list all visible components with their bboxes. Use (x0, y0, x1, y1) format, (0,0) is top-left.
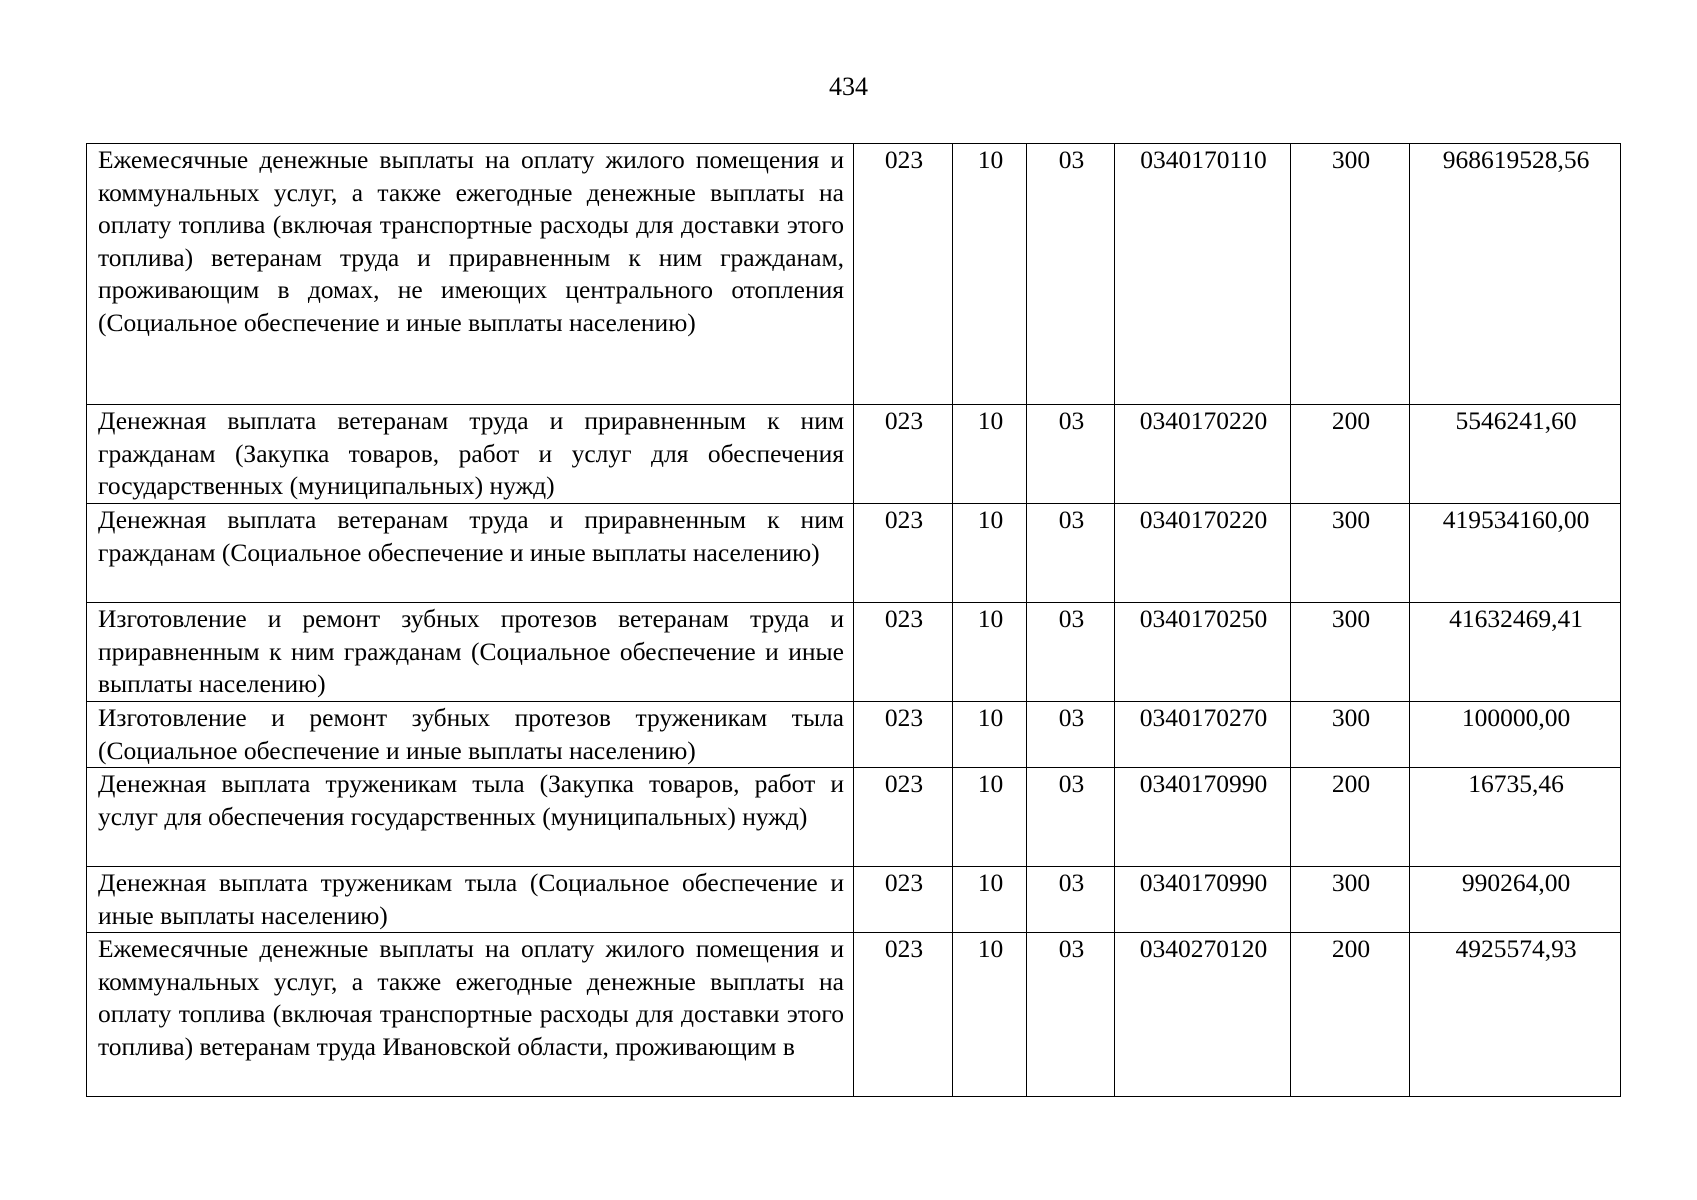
amount-value: 419534160,00 (1410, 504, 1621, 603)
section-code: 10 (953, 504, 1027, 603)
target-article-code: 0340170220 (1115, 405, 1291, 504)
ministry-code: 023 (854, 144, 953, 405)
subsection-code: 03 (1027, 702, 1115, 768)
row-description: Денежная выплата ветеранам труда и приравненным к ним гражданам (Закупка товаров, работ и услуг для обеспечения государственных (муниципальных) нужд) (87, 405, 854, 504)
expense-type-code: 200 (1291, 405, 1410, 504)
amount-value: 16735,46 (1410, 768, 1621, 867)
subsection-code: 03 (1027, 144, 1115, 405)
target-article-code: 0340170110 (1115, 144, 1291, 405)
target-article-code: 0340170220 (1115, 504, 1291, 603)
row-description: Денежная выплата ветеранам труда и приравненным к ним гражданам (Социальное обеспечение и иные выплаты населению) (87, 504, 854, 603)
ministry-code: 023 (854, 768, 953, 867)
amount-value: 4925574,93 (1410, 933, 1621, 1097)
ministry-code: 023 (854, 702, 953, 768)
ministry-code: 023 (854, 933, 953, 1097)
amount-value: 990264,00 (1410, 867, 1621, 933)
subsection-code: 03 (1027, 405, 1115, 504)
ministry-code: 023 (854, 867, 953, 933)
expense-type-code: 200 (1291, 933, 1410, 1097)
section-code: 10 (953, 768, 1027, 867)
expense-type-code: 300 (1291, 504, 1410, 603)
section-code: 10 (953, 603, 1027, 702)
table-row (87, 702, 1621, 768)
section-code: 10 (953, 867, 1027, 933)
subsection-code: 03 (1027, 603, 1115, 702)
ministry-code: 023 (854, 603, 953, 702)
amount-value: 100000,00 (1410, 702, 1621, 768)
target-article-code: 0340170270 (1115, 702, 1291, 768)
row-description: Ежемесячные денежные выплаты на оплату жилого помещения и коммунальных услуг, а также ежегодные денежные выплаты на оплату топлива (включая транспортные расходы для доставки этого топлива) ветеранам труда и приравненным к ним гражданам, проживающим в домах, не имеющих центрального отопления (Социальное обеспечение и иные выплаты населению) (87, 144, 854, 405)
row-description: Изготовление и ремонт зубных протезов труженикам тыла (Социальное обеспечение и иные выплаты населению) (87, 702, 854, 768)
target-article-code: 0340170250 (1115, 603, 1291, 702)
expense-type-code: 300 (1291, 867, 1410, 933)
table-row (87, 504, 1621, 603)
row-description: Денежная выплата труженикам тыла (Социальное обеспечение и иные выплаты населению) (87, 867, 854, 933)
table-row (87, 144, 1621, 405)
table-row (87, 768, 1621, 867)
section-code: 10 (953, 702, 1027, 768)
expense-type-code: 300 (1291, 144, 1410, 405)
table-row (87, 867, 1621, 933)
subsection-code: 03 (1027, 867, 1115, 933)
target-article-code: 0340170990 (1115, 867, 1291, 933)
budget-table (86, 143, 1621, 1097)
subsection-code: 03 (1027, 768, 1115, 867)
amount-value: 41632469,41 (1410, 603, 1621, 702)
table-row (87, 933, 1621, 1097)
amount-value: 968619528,56 (1410, 144, 1621, 405)
subsection-code: 03 (1027, 504, 1115, 603)
amount-value: 5546241,60 (1410, 405, 1621, 504)
expense-type-code: 200 (1291, 768, 1410, 867)
row-description: Ежемесячные денежные выплаты на оплату жилого помещения и коммунальных услуг, а также ежегодные денежные выплаты на оплату топлива (включая транспортные расходы для доставки этого топлива) ветеранам труда Ивановской области, проживающим в (87, 933, 854, 1097)
ministry-code: 023 (854, 504, 953, 603)
row-description: Денежная выплата труженикам тыла (Закупка товаров, работ и услуг для обеспечения государственных (муниципальных) нужд) (87, 768, 854, 867)
row-description: Изготовление и ремонт зубных протезов ветеранам труда и приравненным к ним гражданам (Социальное обеспечение и иные выплаты населению) (87, 603, 854, 702)
expense-type-code: 300 (1291, 603, 1410, 702)
table-row (87, 405, 1621, 504)
page-number: 434 (829, 72, 868, 101)
section-code: 10 (953, 933, 1027, 1097)
target-article-code: 0340270120 (1115, 933, 1291, 1097)
target-article-code: 0340170990 (1115, 768, 1291, 867)
section-code: 10 (953, 405, 1027, 504)
subsection-code: 03 (1027, 933, 1115, 1097)
ministry-code: 023 (854, 405, 953, 504)
expense-type-code: 300 (1291, 702, 1410, 768)
table-row (87, 603, 1621, 702)
section-code: 10 (953, 144, 1027, 405)
